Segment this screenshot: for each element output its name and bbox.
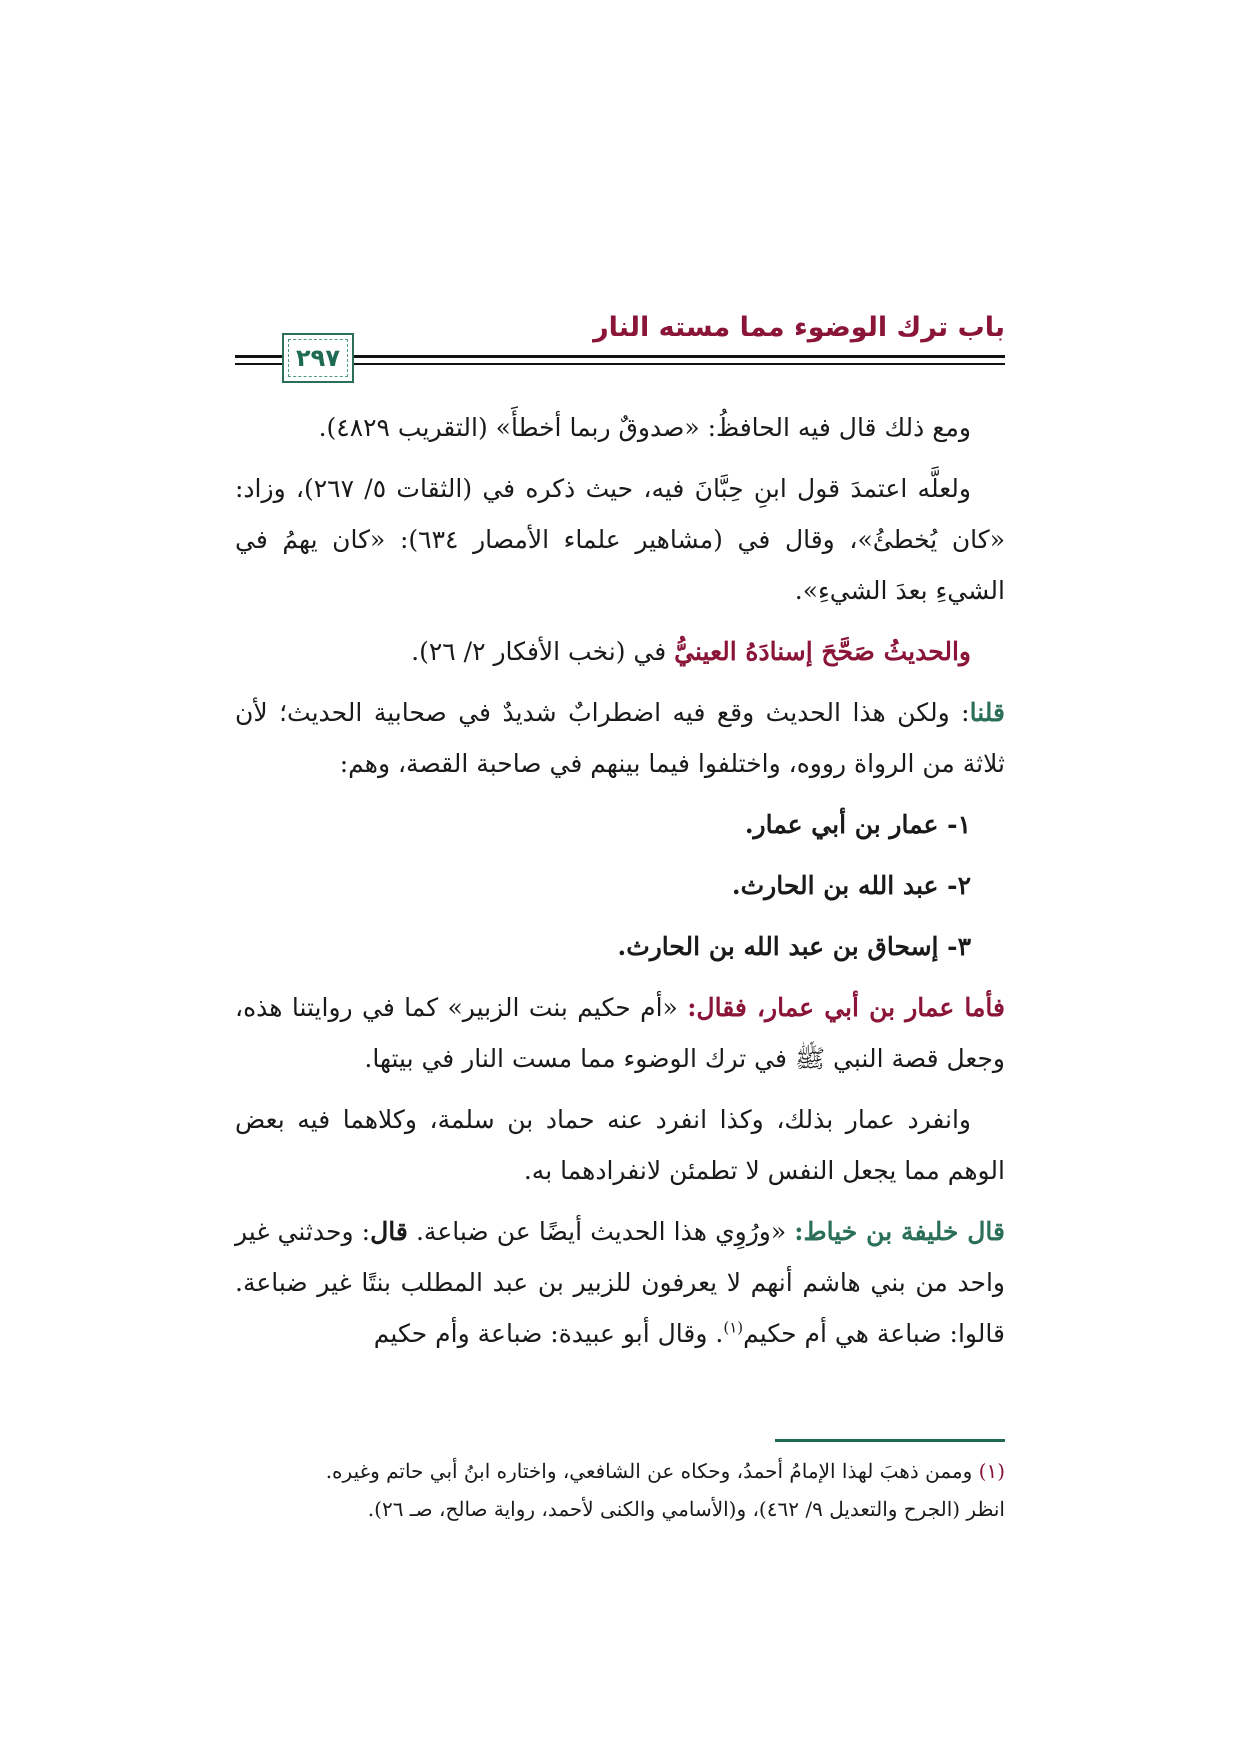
ammar-highlight: فأما عمار بن أبي عمار، فقال: (687, 993, 1005, 1022)
khalifa-text-a: «ورُوِي هذا الحديث أيضًا عن ضباعة. (407, 1217, 795, 1246)
paragraph-hafiz: ومع ذلك قال فيه الحافظُ: «صدوقٌ ربما أخطأَ» (التقريب ٤٨٢٩). (318, 413, 971, 442)
paragraph-ammar (235, 982, 1005, 1084)
footnote-reference[interactable]: (١) (723, 1318, 744, 1337)
qulna-rest: : ولكن هذا الحديث وقع فيه اضطرابٌ شديدٌ في صحابية الحديث؛ لأن ثلاثة من الرواة رووه، واختلفوا فيما بينهم في صاحبة القصة، وهم: (235, 698, 1005, 778)
paragraph-aini (235, 626, 1005, 677)
page-number-frame (282, 333, 354, 383)
list-item: ٣- إسحاق بن عبد الله بن الحارث. (617, 932, 971, 961)
khalifa-text-b: : وحدثني غير واحد من بني هاشم أنهم لا يعرفون للزبير بن عبد المطلب بنتًا غير ضباعة. قالوا: ضباعة هي أم حكيم (235, 1217, 1006, 1348)
list-item: ٢- عبد الله بن الحارث. (731, 871, 971, 900)
footnote-text-1: وممن ذهبَ لهذا الإمامُ أحمدُ، وحكاه عن الشافعي، واختاره ابنُ أبي حاتم وغيره. (325, 1459, 979, 1483)
ammar-rest: «أم حكيم بنت الزبير» كما في روايتنا هذه، وجعل قصة النبي ﷺ في ترك الوضوء مما مست النار في بيتها. (235, 993, 1005, 1073)
aini-highlight: والحديثُ صَحَّحَ إسنادَهُ العينيُّ (674, 637, 971, 666)
body-text (235, 402, 1005, 1369)
footnote-separator (775, 1439, 1005, 1442)
aini-rest: في (نخب الأفكار ٢/ ٢٦). (411, 637, 675, 666)
running-head: باب ترك الوضوء مما مسته النار (593, 312, 1005, 343)
khalifa-text-c: . وقال أبو عبيدة: ضباعة وأم حكيم (373, 1319, 724, 1348)
paragraph-infarad: وانفرد عمار بذلك، وكذا انفرد عنه حماد بن سلمة، وكلاهما فيه بعض الوهم مما يجعل النفس لا تطمئن لانفرادهما به. (235, 1105, 1005, 1185)
footnote-marker: (١) (978, 1459, 1005, 1483)
footnote-line-2: انظر (الجرح والتعديل ٩/ ٤٦٢)، و(الأسامي والكنى لأحمد، رواية صالح، صـ ٢٦). (367, 1497, 1005, 1521)
paragraph-khalifa (235, 1206, 1005, 1359)
footnotes (235, 1452, 1005, 1528)
footnote-line-1 (235, 1452, 1005, 1490)
khalifa-label: قال خليفة بن خياط: (794, 1217, 1005, 1246)
list-item: ١- عمار بن أبي عمار. (744, 810, 971, 839)
qulna-label: قلنا (969, 698, 1005, 727)
paragraph-qulna (235, 687, 1005, 789)
khalifa-qal: قال (370, 1217, 408, 1246)
page-number: ٢٩٧ (296, 344, 340, 372)
paragraph-ibn-hibban: ولعلَّه اعتمدَ قول ابنِ حِبَّانَ فيه، حيث ذكره في (الثقات ٥/ ٢٦٧)، وزاد: «كان يُخطئُ»، وقال في (مشاهير علماء الأمصار ٦٣٤): «كان يهمُ في الشيءِ بعدَ الشيءِ». (235, 474, 1005, 605)
